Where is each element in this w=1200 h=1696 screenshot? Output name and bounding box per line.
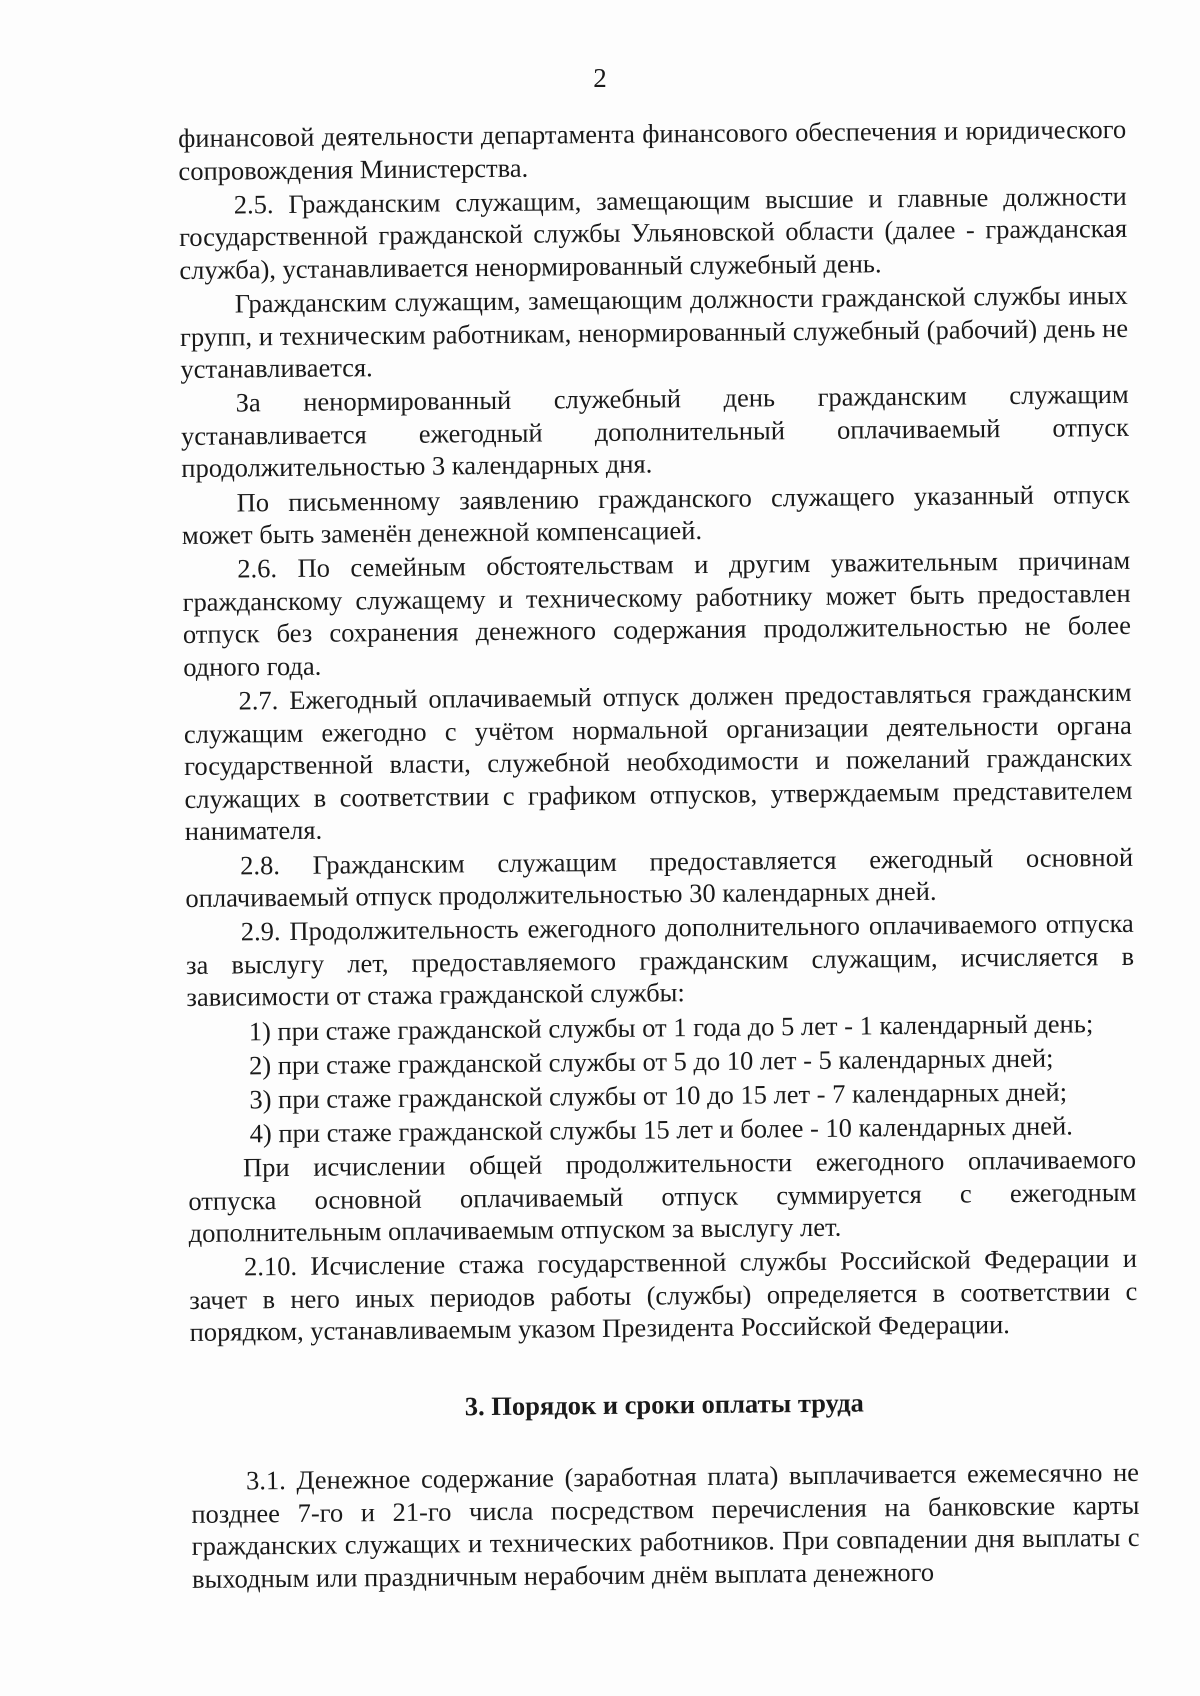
paragraph-total-leave: При исчислении общей продолжительности ежегодного оплачиваемого отпуска основной оплачиваемый отпуск суммируется с ежегодным дополнительным оплачиваемым отпуском за выслугу лет. [188,1143,1137,1249]
list-item: 3) при стаже гражданской службы от 10 до 15 лет - 7 календарных дней; [249,1076,1068,1115]
paragraph-continuation: финансовой деятельности департамента финансового обеспечения и юридического сопровождения Министерства. [178,113,1127,186]
paragraph-2-8: 2.8. Гражданским служащим предоставляется ежегодный основной оплачиваемый отпуск продолжительностью 30 календарных дней. [185,841,1134,914]
list-item: 2) при стаже гражданской службы от 5 до 10 лет - 5 календарных дней; [248,1042,1054,1080]
paragraph-2-10: 2.10. Исчисление стажа государственной службы Российской Федерации и зачет в него иных периодов работы (службы) определяется в соответствии с порядком, устанавливаемым указом Президента Российской Федерации. [189,1243,1138,1348]
document-body [178,113,1140,1595]
list-item: 4) при стаже гражданской службы 15 лет и более - 10 календарных дней. [249,1110,1073,1149]
page-number: 2 [593,63,607,93]
list-item: 1) при стаже гражданской службы от 1 года до 5 лет - 1 календарный день; [248,1007,1094,1046]
paragraph-2-5: 2.5. Гражданским служащим, замещающим высшие и главные должности государственной гражданской службы Ульяновской области (далее - гражданская служба), устанавливается ненормированный служебный день. [178,180,1128,285]
paragraph-compensation: По письменному заявлению гражданского служащего указанный отпуск может быть заменён денежной компенсацией. [181,478,1130,551]
paragraph-other-groups: Гражданским служащим, замещающим должности гражданской службы иных групп, и техническим работникам, ненормированный служебный (рабочий) день не устанавливается. [179,279,1129,385]
paragraph-2-7: 2.7. Ежегодный оплачиваемый отпуск должен предоставляться гражданским служащим ежегодно с учётом нормальной организации деятельности органа государственной власти, служебной необходимости и пожеланий гражданских служащих в соответствии с графиком отпусков, утверждаемым представителем нанимателя. [183,676,1133,847]
paragraph-additional-leave: За ненормированный служебный день гражданским служащим устанавливается ежегодный дополнительный оплачиваемый отпуск продолжительностью 3 календарных дня. [180,379,1130,484]
paragraph-3-1: 3.1. Денежное содержание (заработная плата) выплачивается ежемесячно не позднее 7-го и 21-го числа посредством перечисления на банковские карты гражданских служащих и технических работников. При совпадении дня выплаты с выходным или праздничным нерабочим днём выплата денежного [191,1456,1140,1594]
section-heading: 3. Порядок и сроки оплаты труда [464,1387,864,1422]
paragraph-2-6: 2.6. По семейным обстоятельствам и другим уважительным причинам гражданскому служащему и техническому работнику может быть предоставлен отпуск без сохранения денежного содержания продолжительностью не более одного года. [182,545,1132,682]
paragraph-2-9: 2.9. Продолжительность ежегодного дополнительного оплачиваемого отпуска за выслугу лет, предоставляемого гражданским служащим, исчисляется в зависимости от стажа гражданской службы: [185,908,1135,1013]
